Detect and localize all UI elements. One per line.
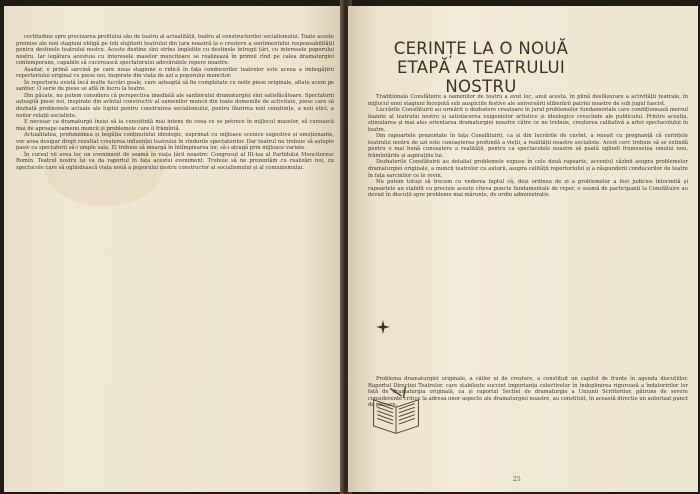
paragraph: Așadar, o primă sarcină pe care noua stagiune o ridică în fața conducerilor teatrelor este aceea a îmbogățirii repertoriului original cu piese noi, inspirate din viața de azi a poporului muncitor.	[16, 66, 334, 80]
paragraph: certitudine spre precizarea profilului său de teatru al actualității, teatru al constructorilor socialismului. Toate aceste premise ale noii stagiuni obligă pe toți slujitorii teatrului din țara noastră la o creștere a sentimentului responsabilității pentru destinele teatrului nostru. Aceste destine sînt strîns împletite cu destinele întregii țări, cu interesele poporului nostru. Iar legătura acestuia cu interesele maselor muncitoare se realizează în primul rînd pe calea dramaturgiei contemporane, capabile să cucerească spectatorului adevăratele repere noastre.	[16, 34, 334, 67]
paragraph: Problema dramaturgiei originale, a căilor ei de creștere, a constituit un capitol de frunte în agenda discuțiilor. Raportul Direcției Teatrelor, care stabilește succint importanța colectivelor în îndeplinirea riguroasă a îndatoririlor lor față de dramaturgia originală, ca și raportul Secției de dramaturgie a Uniunii Scriitorilor, pătruns de severe considerente critice la adresa unor aspecte ale dramaturgiei noastre, au constituit, în această direcție un autorizat punct de plecare.	[368, 376, 688, 409]
left-page	[4, 6, 344, 492]
paragraph: Actualitatea, profunzimea și bogăția conținutului ideologic, exprimat cu mijloace scenice sugestive și emoționante, vor avea desigur drept rezultat creșterea influenței teatrului în rîndurile spectatorilor. Dar teatrul nu trebuie să aștepte pasiv ca spectatorii să-i umple sala. El trebuie să meargă în întîmpinarea lor, să-i atragă prin mijloace variate.	[16, 132, 334, 152]
paragraph: În repertoriu există încă multe lucrări goale, care așteaptă să fie completate cu noile piese originale, aflate acum pe santier. O serie de piese se află în lucru la teatre.	[16, 79, 334, 93]
article-title: CERINȚE LA O NOUĂ ETAPĂ A TEATRULUI NOSTRU	[393, 39, 569, 97]
right-page	[348, 6, 698, 492]
left-page-text	[16, 34, 334, 171]
paragraph: În cursul vii avea loc un eveniment de seamă în viața țării noastre: Congresul al III-lea al Partidului Muncitoresc Romîn. Teatrul nostru își va da raportul în fața acestui eveniment. Trebuie să ne prezentăm cu realizări noi, cu spectacole care să oglindească viața nouă a poporului nostru constructor al socialismului și al comunismului.	[16, 151, 334, 171]
paragraph: E necesar ca dramaturgii înșiși să ia cunoștință mai intens de ceea ce se petrece în mijlocul maselor, să cunoască mai de aproape oamenii muncii și problemele care îi frămîntă.	[16, 119, 334, 132]
paragraph: Tradiționala Consfătuire a oamenilor de teatru a avut loc, anul acesta, în plină desfășurare a activității teatrale, în mijlocul unei stagiuni începută sub auspiciile festive ale aniversării eliberării patriei noastre de sub jugul fascist.	[368, 94, 688, 107]
paragraph: Lucrările Consfătuirii au urmărit o dezbatere creatoare în jurul problemelor fundamentale care condiționează mersul înainte al teatrului nostru și satisfacerea exigențelor artistice și ideologice crescînde ale publicului. Printre aceștia, stimularea și mai ales orientarea dramaturgiei noastre către ce ne trebuie, creșterea calitativă a artei spectacolului în teatre.	[368, 107, 688, 133]
paragraph: Nu putem totuși să trecem cu vederea faptul că, deși ordinea de zi a problemelor a fost judicios întocmită și rapoartele au stabilit cu precizie aceste cîteva puncte fundamentale de reper, o seamă de participanți la Consfătuire au deviat în discuții spre probleme mai mărunte, de ordin administrativ.	[368, 179, 688, 199]
page-number: 25	[513, 476, 521, 483]
paragraph: Dezbaterile Consfătuirii au detaliat problemele expuse în cele două rapoarte, accentul căzînd asupra problemelor dramaturgiei originale, a muncii teatrelor cu autorii, asupra calității repertoriului și a răspunderii conducerilor de teatre în fața sarcinilor ce le revin.	[368, 159, 688, 179]
paragraph: Din rapoartele prezentate în fața Consfătuirii, ca și din lucrările de cuvînt, a reieșit cu pregnanță că cerințele teatrului nostru de azi este cunoașterea profundă a vieții, a realității noastre socialiste. Acest cerc trebuie să se extindă pentru o mai bună cunoaștere a realității, pentru ca spectacolele noastre să poată oglindi frumusețea omului nou, frămîntările și aspirațiile lui.	[368, 133, 688, 159]
paragraph: Din păcate, nu putem considera că perspectiva imediată ale santierului dramaturgiei sînt satisfăcătoare. Spectatorii așteaptă piese noi, inspirate din avîntul constructiv al oamenilor muncii din toate domeniile de activitate, piese care să dezbată problemele actuale ale luptei pentru construirea socialismului, pentru făurirea noii conștiințe, a noii etici, a noilor relații socialiste.	[16, 92, 334, 119]
right-page-lower-text	[368, 376, 688, 409]
star-ornament-icon	[376, 320, 390, 334]
right-page-text	[368, 94, 688, 199]
